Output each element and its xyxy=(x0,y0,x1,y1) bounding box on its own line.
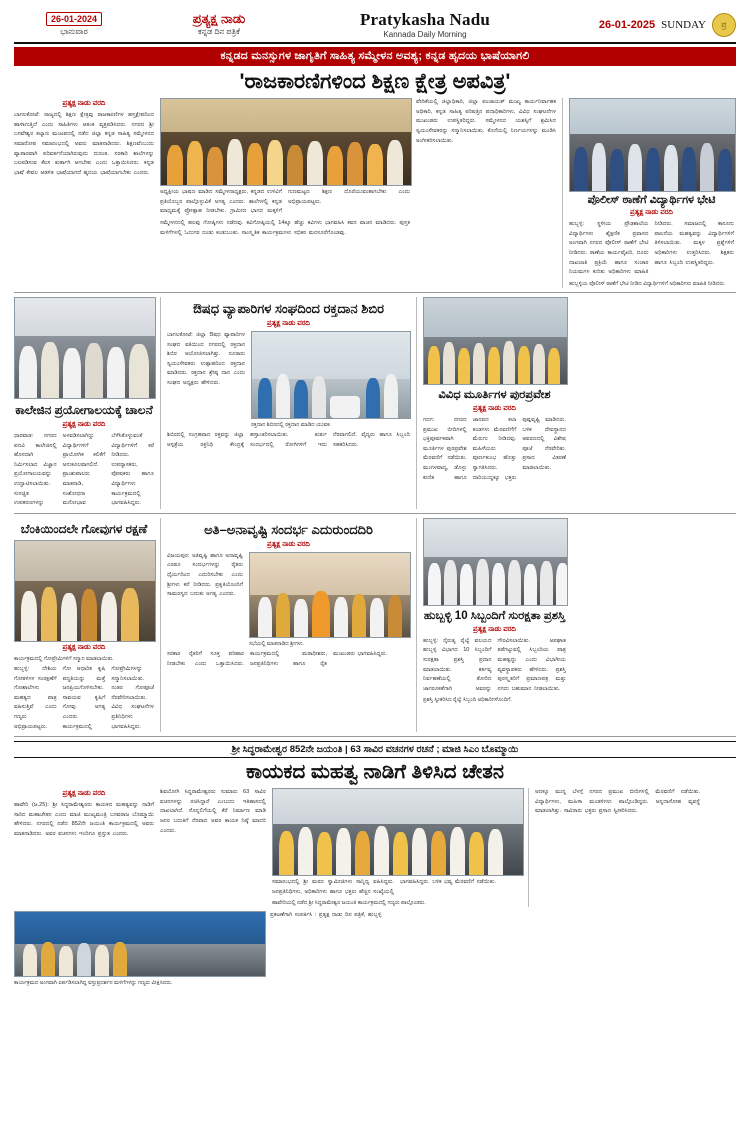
bottom-col-1 xyxy=(14,788,154,907)
top-banner-strip: ಕನ್ನಡದ ಮನಸ್ಸುಗಳ ಜಾಗೃತಿಗೆ ಸಾಹಿತ್ಯ ಸಮ್ಮೇಳನ ಅವಶ್ಯ; ಕನ್ನಡ ಹೃದಯ ಭಾಷೆಯಾಗಲಿ xyxy=(14,47,736,66)
bottom-text-3: ಸಮಾರಂಭದಲ್ಲಿ ಶ್ರೀ ಮಠದ ಸ್ವಾಮೀಜಿಗಳು ಸಾನ್ನಿಧ್ಯ ವಹಿಸಿದ್ದರು. ಜನಪ್ರತಿನಿಧಿಗಳು, ಅಧಿಕಾರಿಗಳು ಹಾಗೂ ಭಕ್ತರು ಹೆಚ್ಚಿನ ಸಂಖ್ಯೆಯಲ್ಲಿ ಭಾಗವಹಿಸಿದ್ದರು. ಬಳಿಕ ಭವ್ಯ ಮೆರವಣಿಗೆ ನಡೆಯಿತು. xyxy=(272,879,496,895)
cows-byline: ಪ್ರತ್ಯಕ್ಷ ನಾಡು ವರದಿ xyxy=(62,643,106,651)
lead-col-1 xyxy=(14,98,154,288)
bottom-text-2: ಶಿವಯೋಗಿ ಸಿದ್ಧರಾಮೇಶ್ವರರು ಸುಮಾರು 63 ಸಾವಿರ ವಚನಗಳನ್ನು ರಚಿಸಿದ್ದಾರೆ ಎಂಬುದು ಇತಿಹಾಸದಲ್ಲಿ ದಾಖಲಾಗಿದೆ. ಸೊನ್ನಲಿಗೆಯಲ್ಲಿ ಕೆರೆ ನಿರ್ಮಾಣ ಮಾಡಿ ಜನರ ಬದುಕಿಗೆ ನೆರವಾದ ಅವರ ಕಾಯಕ ನಿಷ್ಠೆ ಮಾದರಿ ಎಂದರು. xyxy=(160,789,266,834)
annavashti-text-right: ಸರಕಾರ ರೈತರಿಗೆ ಸೂಕ್ತ ಪರಿಹಾರ ನೀಡಬೇಕು ಎಂದು ಒತ್ತಾಯಿಸಿದರು. ಕಾರ್ಯಕ್ರಮದಲ್ಲಿ ಮಠಾಧೀಶರು, ಜನಪ್ರತಿನಿಧಿಗಳು ಹಾಗೂ ರೈತ ಮುಖಂಡರು ಭಾಗವಹಿಸಿದ್ದರು. xyxy=(167,650,388,667)
lead-col-2 xyxy=(160,98,410,288)
logo-line-2: ಕನ್ನಡ ದಿನ ಪತ್ರಿಕೆ xyxy=(198,27,240,37)
annavashti-byline: ಪ್ರತ್ಯಕ್ಷ ನಾಡು ವರದಿ xyxy=(267,540,310,548)
bottom-expo-block xyxy=(14,911,264,987)
police-title: ಪೊಲೀಸ್ ಠಾಣೆಗೆ ವಿದ್ಯಾರ್ಥಿಗಳ ಭೇಟಿ xyxy=(587,194,716,207)
cows-caption: ಕಾರ್ಯಕ್ರಮದಲ್ಲಿ ಗೋಪ್ರೇಮಿಗಳಿಗೆ ಸನ್ಮಾನ ಮಾಡಲಾಯಿತು. xyxy=(14,655,114,662)
safety-story xyxy=(416,518,566,732)
masthead-title-en xyxy=(304,10,546,39)
safety-caption: ಪ್ರಶಸ್ತಿ ಸ್ವೀಕರಿಸಿದ ರೈಲ್ವೆ ಸಿಬ್ಬಂದಿ ಅಧಿಕಾರಿಗಳೊಂದಿಗೆ. xyxy=(423,697,512,704)
annavashti-caption: ಸಭೆಯಲ್ಲಿ ಮಾತನಾಡಿದ ಶ್ರೀಗಳು. xyxy=(249,640,304,647)
row-lower xyxy=(14,518,736,732)
police-photo xyxy=(569,98,736,192)
police-story xyxy=(562,98,734,288)
masthead-right xyxy=(546,13,736,37)
lead-col-3 xyxy=(416,98,556,288)
lead-text-2: ಅಧ್ಯಕ್ಷೀಯ ಭಾಷಣ ಮಾಡಿದ ಸಮ್ಮೇಳನಾಧ್ಯಕ್ಷರು, ಕನ್ನಡದ ಉಳಿವಿಗೆ ಪ್ರತಿಯೊಬ್ಬರ ಪಾಲ್ಗೊಳ್ಳುವಿಕೆ ಅಗತ್ಯ ಎಂದರು. ಶಾಲೆಗಳಲ್ಲಿ ಕನ್ನಡ ಮಾಧ್ಯಮಕ್ಕೆ ಪ್ರೋತ್ಸಾಹ ನೀಡಬೇಕು. ಗ್ರಾಮೀಣ ಭಾಗದ ಮಕ್ಕಳಿಗೆ ಗುಣಮಟ್ಟದ ಶಿಕ್ಷಣ ದೊರೆಯುವಂತಾಗಬೇಕು ಎಂದು ಅಭಿಪ್ರಾಯಪಟ್ಟರು. xyxy=(160,189,410,215)
idols-title: ವಿವಿಧ ಮೂರ್ತಿಗಳ ಪುರಪ್ರವೇಶ xyxy=(438,388,551,401)
police-byline: ಪ್ರತ್ಯಕ್ಷ ನಾಡು ವರದಿ xyxy=(630,209,673,217)
bottom-kicker: ಶ್ರೀ ಸಿದ್ಧರಾಮೇಶ್ವರ 852ನೇ ಜಯಂತಿ | 63 ಸಾವಿರ ವಚನಗಳ ರಚನೆ ; ಮಾಜಿ ಸಿಎಂ ಬೊಮ್ಮಾಯಿ xyxy=(14,741,736,758)
bottom-photo-expo xyxy=(14,911,266,977)
lead-byline: ಪ್ರತ್ಯಕ್ಷ ನಾಡು ವರದಿ xyxy=(62,100,106,108)
row-middle xyxy=(14,297,736,509)
lead-text-3: ಸಮ್ಮೇಳನದಲ್ಲಿ ಹಲವು ಗೋಷ್ಠಿಗಳು ನಡೆದವು. ಕವಿಗೋಷ್ಠಿಯಲ್ಲಿ 14ಕ್ಕೂ ಹೆಚ್ಚು ಕವಿಗಳು ಭಾಗವಹಿಸಿ ಕವನ ವಾಚನ ಮಾಡಿದರು. ಪುಸ್ತಕ ಮಳಿಗೆಗಳಲ್ಲಿ ಓದುಗರ ದಂಡು ಕಂಡುಬಂತು. ಸಾಂಸ್ಕೃತಿಕ ಕಾರ್ಯಕ್ರಮಗಳು ಸಭಿಕರ ಮನಸೂರೆಗೊಂಡವು. xyxy=(160,219,410,236)
bottom-caption-center: ಹಾವೇರಿಯಲ್ಲಿ ನಡೆದ ಶ್ರೀ ಸಿದ್ಧರಾಮೇಶ್ವರ ಜಯಂತಿ ಕಾರ್ಯಕ್ರಮದಲ್ಲಿ ಗಣ್ಯರು ಪಾಲ್ಗೊಂಡರು. xyxy=(272,900,426,907)
row-bottom xyxy=(14,788,736,907)
annavashti-story xyxy=(160,518,410,732)
college-photo xyxy=(14,297,156,399)
cows-title: ಬೆಂಕಿಯಿಂದಲೇ ಗೋವುಗಳ ರಕ್ಷಣೆ xyxy=(20,521,148,536)
bottom-col-4 xyxy=(528,788,700,907)
masthead-date-block xyxy=(14,12,134,37)
bottom-footer-block xyxy=(270,911,736,987)
college-story xyxy=(14,297,154,509)
bottom-headline: ಕಾಯಕದ ಮಹತ್ವ ನಾಡಿಗೆ ತಿಳಿಸಿದ ಚೇತನ xyxy=(245,761,505,784)
bottom-footer-note: ಪ್ರಕಟಣೆಗಾಗಿ ಸಂಪರ್ಕಿಸಿ : ಪ್ರತ್ಯಕ್ಷ ನಾಡು ದಿನ ಪತ್ರಿಕೆ, ಹುಬ್ಬಳ್ಳಿ xyxy=(270,912,382,919)
safety-photo xyxy=(423,518,568,606)
bottom-byline: ಪ್ರತ್ಯಕ್ಷ ನಾಡು ವರದಿ xyxy=(62,790,106,798)
college-text: ಧಾರವಾಡ: ನಗರದ ಪದವಿ ಕಾಲೇಜಿನಲ್ಲಿ ಹೊಸದಾಗಿ ನಿರ್ಮಿಸಲಾದ ವಿಜ್ಞಾನ ಪ್ರಯೋಗಾಲಯವನ್ನು ಉದ್ಘಾಟಿಸಲಾಯಿತು. ಸುಸಜ್ಜಿತ ಉಪಕರಣಗಳನ್ನು ಅಳವಡಿಸಲಾಗಿದ್ದು ವಿದ್ಯಾರ್ಥಿಗಳಿಗೆ ಪ್ರಾಯೋಗಿಕ ಕಲಿಕೆಗೆ ಅನುಕೂಲವಾಗಲಿದೆ. ಪ್ರಾಂಶುಪಾಲರು ಮಾತನಾಡಿ, ಸಂಶೋಧನಾ ಮನೋಭಾವ ಬೆಳೆಸಿಕೊಳ್ಳುವಂತೆ ವಿದ್ಯಾರ್ಥಿಗಳಿಗೆ ಕರೆ ನೀಡಿದರು. ಉಪನ್ಯಾಸಕರು, ಪೋಷಕರು ಹಾಗೂ ವಿದ್ಯಾರ್ಥಿಗಳು ಕಾರ್ಯಕ್ರಮದಲ್ಲಿ ಭಾಗವಹಿಸಿದ್ದರು. xyxy=(14,432,154,507)
idols-story xyxy=(416,297,566,509)
blood-story xyxy=(160,297,410,509)
masthead-logo-kn xyxy=(134,12,304,36)
college-title: ಕಾಲೇಜಿನ ಪ್ರಯೋಗಾಲಯಕ್ಕೆ ಚಾಲನೆ xyxy=(15,402,153,417)
cows-photo xyxy=(14,540,156,642)
blood-text-right: ಶಿಬಿರದಲ್ಲಿ ಸಂಗ್ರಹವಾದ ರಕ್ತವನ್ನು ಜಿಲ್ಲಾ ಆಸ್ಪತ್ರೆಯ ರಕ್ತನಿಧಿ ಕೇಂದ್ರಕ್ಕೆ ಹಸ್ತಾಂತರಿಸಲಾಯಿತು. ತುರ್ತು ಸಂದರ್ಭದಲ್ಲಿ ರೋಗಿಗಳಿಗೆ ಇದು ನೆರವಾಗಲಿದೆ. ವೈದ್ಯರು ಹಾಗೂ ಸಿಬ್ಬಂದಿ ಸಹಕರಿಸಿದರು. xyxy=(167,432,410,448)
lead-photo xyxy=(160,98,412,186)
bottom-photo-col xyxy=(272,788,522,907)
masthead-date-badge: 26-01-2024 xyxy=(46,12,102,26)
blood-photo xyxy=(251,331,411,419)
idols-text: ಗದಗ: ನಗರದ ಪ್ರಮುಖ ಬೀದಿಗಳಲ್ಲಿ ಭಕ್ತಿಪೂರ್ವಕವಾಗಿ ಮೂರ್ತಿಗಳ ಪುರಪ್ರವೇಶ ಮೆರವಣಿಗೆ ನಡೆಯಿತು. ಮಂಗಳವಾದ್ಯ, ಡೊಳ್ಳು ಕುಣಿತ ಹಾಗೂ ಜಾನಪದ ಕಲಾ ತಂಡಗಳು ಮೆರವಣಿಗೆಗೆ ಮೆರುಗು ನೀಡಿದವು. ಮಹಿಳೆಯರು ಪೂರ್ಣಕುಂಭ ಹೊತ್ತು ಸ್ವಾಗತಿಸಿದರು. ದಾರಿಯುದ್ದಕ್ಕೂ ಭಕ್ತರು ಪುಷ್ಪವೃಷ್ಟಿ ಮಾಡಿದರು. ಬಳಿಕ ದೇವಸ್ಥಾನದ ಆವರಣದಲ್ಲಿ ವಿಶೇಷ ಪೂಜೆ ನೆರವೇರಿತು. ಪ್ರಸಾದ ವಿತರಣೆ ಮಾಡಲಾಯಿತು. xyxy=(423,416,566,481)
bottom-caption-left: ಕಾರ್ಯಕ್ರಮದ ಅಂಗವಾಗಿ ಏರ್ಪಡಿಸಲಾಗಿದ್ದ ವಸ್ತುಪ್ರದರ್ಶನ ಮಳಿಗೆಗಳನ್ನು ಗಣ್ಯರು ವೀಕ್ಷಿಸಿದರು. xyxy=(14,980,173,987)
row-lead xyxy=(14,98,736,288)
blood-byline: ಪ್ರತ್ಯಕ್ಷ ನಾಡು ವರದಿ xyxy=(267,319,310,327)
lead-text-1: ಬಾಗಲಕೋಟೆ: ರಾಜ್ಯದಲ್ಲಿ ಶಿಕ್ಷಣ ಕ್ಷೇತ್ರವು ರಾಜಕಾರಣಿಗಳ ಹಸ್ತಕ್ಷೇಪದಿಂದ ಹಾಳಾಗುತ್ತಿದೆ ಎಂದು ಸಾಹಿತಿಗಳು ಆತಂಕ ವ್ಯಕ್ತಪಡಿಸಿದರು. ನಗರದ ಶ್ರೀ ಬಸವೇಶ್ವರ ಕಲ್ಯಾಣ ಮಂಟಪದಲ್ಲಿ ನಡೆದ ಜಿಲ್ಲಾ ಕನ್ನಡ ಸಾಹಿತ್ಯ ಸಮ್ಮೇಳನದ ಸಮಾರೋಪ ಸಮಾರಂಭದಲ್ಲಿ ಅವರು ಮಾತನಾಡಿದರು. ಶಿಕ್ಷಣವೆಂಬುದು ವ್ಯಾಪಾರವಾಗಿ ಪರಿವರ್ತನೆಯಾಗಿರುವುದು ದುರಂತ. ಸರಕಾರಿ ಶಾಲೆಗಳನ್ನು ಬಲಪಡಿಸುವ ಕೆಲಸ ತುರ್ತಾಗಿ ಆಗಬೇಕು ಎಂದು ಒತ್ತಾಯಿಸಿದರು. ಕನ್ನಡ ಭಾಷೆ ಕೇವಲ ಆಡಳಿತ ಭಾಷೆಯಾಗದೆ ಹೃದಯ ಭಾಷೆಯಾಗಬೇಕು ಎಂದರು. xyxy=(14,112,154,176)
paper-title: Pratykasha Nadu xyxy=(359,10,491,29)
lead-headline: 'ರಾಜಕಾರಣಿಗಳಿಂದ ಶಿಕ್ಷಣ ಕ್ಷೇತ್ರ ಅಪವಿತ್ರ' xyxy=(239,70,511,93)
safety-title: ಹುಬ್ಬಳ್ಳಿ 10 ಸಿಬ್ಬಂದಿಗೆ ಸುರಕ್ಷತಾ ಪ್ರಶಸ್ತಿ xyxy=(423,609,566,622)
bottom-text-4: ಅದಕ್ಕೂ ಮುನ್ನ ಬೆಳಗ್ಗೆ ನಗರದ ಪ್ರಮುಖ ಬೀದಿಗಳಲ್ಲಿ ಮೆರವಣಿಗೆ ನಡೆಯಿತು. ವಿದ್ಯಾರ್ಥಿಗಳು, ಮಹಿಳಾ ಮಂಡಳಿಗಳು ಪಾಲ್ಗೊಂಡಿದ್ದರು. ಅನ್ನದಾಸೋಹ ವ್ಯವಸ್ಥೆ ಮಾಡಲಾಗಿತ್ತು. ಸಾವಿರಾರು ಭಕ್ತರು ಪ್ರಸಾದ ಸ್ವೀಕರಿಸಿದರು. xyxy=(535,789,700,815)
safety-text: ಹುಬ್ಬಳ್ಳಿ: ನೈರುತ್ಯ ರೈಲ್ವೆ ವಲಯದ ಹುಬ್ಬಳ್ಳಿ ವಿಭಾಗದ 10 ಸಿಬ್ಬಂದಿಗೆ ಸುರಕ್ಷತಾ ಪ್ರಶಸ್ತಿ ಪ್ರದಾನ ಮಾಡಲಾಯಿತು. ಕರ್ತವ್ಯ ನಿರ್ವಹಣೆಯಲ್ಲಿ ತೋರಿದ ಜಾಗರೂಕತೆಗಾಗಿ ಅವರನ್ನು ಗೌರವಿಸಲಾಯಿತು. ಅಪಘಾತ ತಡೆಗಟ್ಟುವಲ್ಲಿ ಸಿಬ್ಬಂದಿಯ ಪಾತ್ರ ಮಹತ್ವದ್ದು ಎಂದು ವಿಭಾಗೀಯ ವ್ಯವಸ್ಥಾಪಕರು ಹೇಳಿದರು. ಪ್ರಶಸ್ತಿ ಪುರಸ್ಕೃತರಿಗೆ ಪ್ರಮಾಣಪತ್ರ ಮತ್ತು ನಗದು ಬಹುಮಾನ ನೀಡಲಾಯಿತು. xyxy=(423,637,566,692)
police-caption: ಹುಬ್ಬಳ್ಳಿಯ ಪೊಲೀಸ್ ಠಾಣೆಗೆ ಭೇಟಿ ನೀಡಿದ ವಿದ್ಯಾರ್ಥಿಗಳಿಗೆ ಅಧಿಕಾರಿಗಳು ಮಾಹಿತಿ ನೀಡಿದರು. xyxy=(569,280,726,287)
bottom-photo-main xyxy=(272,788,524,876)
row-bottom-photos xyxy=(14,911,736,987)
masthead-weekday-en: SUNDAY xyxy=(661,18,706,31)
logo-line-1: ಪ್ರತ್ಯಕ್ಷ ನಾಡು xyxy=(192,11,246,27)
bottom-text-1: ಹಾವೇರಿ (ಜ.25): ಶ್ರೀ ಸಿದ್ಧರಾಮೇಶ್ವರರು ಕಾಯಕದ ಮಹತ್ವವನ್ನು ನಾಡಿಗೆ ಸಾರಿದ ಮಹಾಚೇತನ ಎಂದು ಮಾಜಿ ಮುಖ್ಯಮಂತ್ರಿ ಬಸವರಾಜ ಬೊಮ್ಮಾಯಿ ಹೇಳಿದರು. ನಗರದಲ್ಲಿ ನಡೆದ 852ನೇ ಜಯಂತಿ ಕಾರ್ಯಕ್ರಮದಲ್ಲಿ ಅವರು ಮಾತನಾಡಿದರು. ಅವರ ವಚನಗಳು ಇಂದಿಗೂ ಪ್ರಸ್ತುತ ಎಂದರು. xyxy=(14,802,154,837)
police-text: ಹುಬ್ಬಳ್ಳಿ: ಸ್ಥಳೀಯ ಪ್ರೌಢಶಾಲೆಯ ವಿದ್ಯಾರ್ಥಿಗಳು ಶೈಕ್ಷಣಿಕ ಪ್ರವಾಸದ ಅಂಗವಾಗಿ ನಗರದ ಪೊಲೀಸ್ ಠಾಣೆಗೆ ಭೇಟಿ ನೀಡಿದರು. ಠಾಣೆಯ ಕಾರ್ಯವೈಖರಿ, ದೂರು ದಾಖಲಾತಿ ಪ್ರಕ್ರಿಯೆ ಹಾಗೂ ಸಂಚಾರ ನಿಯಮಗಳ ಕುರಿತು ಅಧಿಕಾರಿಗಳು ಮಾಹಿತಿ ನೀಡಿದರು. ಸಮಾಜದಲ್ಲಿ ಕಾನೂನು ಪಾಲನೆಯ ಮಹತ್ವವನ್ನು ವಿದ್ಯಾರ್ಥಿಗಳಿಗೆ ತಿಳಿಸಲಾಯಿತು. ಮಕ್ಕಳ ಪ್ರಶ್ನೆಗಳಿಗೆ ಅಧಿಕಾರಿಗಳು ಉತ್ತರಿಸಿದರು. ಶಿಕ್ಷಕರು ಹಾಗೂ ಸಿಬ್ಬಂದಿ ಉಪಸ್ಥಿತರಿದ್ದರು. xyxy=(569,221,734,276)
masthead-weekday-kn: ಭಾನುವಾರ xyxy=(60,27,88,36)
blood-title: ಔಷಧ ವ್ಯಾಪಾರಿಗಳ ಸಂಘದಿಂದ ರಕ್ತದಾನ ಶಿಬಿರ xyxy=(193,300,384,316)
seal-icon: ಪ್ರ xyxy=(712,13,736,37)
masthead xyxy=(14,10,736,44)
annavashti-text-left: ವಿಜಯಪುರ: ಅತಿವೃಷ್ಟಿ ಹಾಗೂ ಅನಾವೃಷ್ಟಿ ಎರಡೂ ಸಂದರ್ಭಗಳನ್ನು ರೈತರು ಧೈರ್ಯದಿಂದ ಎದುರಿಸಬೇಕು ಎಂದು ಶ್ರೀಗಳು ಕರೆ ನೀಡಿದರು. ಪ್ರಕೃತಿಯೊಂದಿಗೆ ಸಾಮರಸ್ಯದ ಬದುಕು ಅಗತ್ಯ ಎಂದರು. xyxy=(167,552,243,598)
annavashti-photo xyxy=(249,552,411,638)
safety-byline: ಪ್ರತ್ಯಕ್ಷ ನಾಡು ವರದಿ xyxy=(473,625,516,633)
annavashti-title: ಅತಿ–ಅನಾವೃಷ್ಟಿ ಸಂದರ್ಭ ಎದುರುಂದದಿರಿ xyxy=(204,521,373,537)
idols-byline: ಪ್ರತ್ಯಕ್ಷ ನಾಡು ವರದಿ xyxy=(473,404,516,412)
blood-text-left: ಬಾಗಲಕೋಟೆ: ಜಿಲ್ಲಾ ಔಷಧ ವ್ಯಾಪಾರಿಗಳ ಸಂಘದ ವತಿಯಿಂದ ನಗರದಲ್ಲಿ ರಕ್ತದಾನ ಶಿಬಿರ ಆಯೋಜಿಸಲಾಗಿತ್ತು. ನೂರಾರು ಸ್ವಯಂಸೇವಕರು ಉತ್ಸಾಹದಿಂದ ರಕ್ತದಾನ ಮಾಡಿದರು. ರಕ್ತದಾನ ಶ್ರೇಷ್ಠ ದಾನ ಎಂದು ಸಂಘದ ಅಧ್ಯಕ್ಷರು ಹೇಳಿದರು. xyxy=(167,331,245,386)
cows-story xyxy=(14,518,154,732)
college-byline: ಪ್ರತ್ಯಕ್ಷ ನಾಡು ವರದಿ xyxy=(62,420,106,428)
bottom-col-2 xyxy=(160,788,266,907)
idols-photo xyxy=(423,297,568,385)
cows-text: ಹುಬ್ಬಳ್ಳಿ: ದೇಶಿಯ ಗೋತಳಿಗಳ ಸಂರಕ್ಷಣೆಗೆ ಗೋಶಾಲೆಗಳು ಮಹತ್ವದ ಪಾತ್ರ ವಹಿಸುತ್ತಿವೆ ಎಂದು ಗಣ್ಯರು ಅಭಿಪ್ರಾಯಪಟ್ಟರು. ಗೋ ಆಧಾರಿತ ಕೃಷಿ ಪದ್ಧತಿಯನ್ನು ಮತ್ತೆ ಜನಪ್ರಿಯಗೊಳಿಸಬೇಕು. ಸಾವಯವ ಕೃಷಿಗೆ ಗೋವು ಅಗತ್ಯ ಎಂದರು. ಕಾರ್ಯಕ್ರಮದಲ್ಲಿ ಗೋಪ್ರೇಮಿಗಳನ್ನು ಸನ್ಮಾನಿಸಲಾಯಿತು. ನಂತರ ಗೋಪೂಜೆ ನೆರವೇರಿಸಲಾಯಿತು. ವಿವಿಧ ಸಂಘಟನೆಗಳ ಪ್ರತಿನಿಧಿಗಳು ಭಾಗವಹಿಸಿದ್ದರು. xyxy=(14,665,154,730)
blood-caption: ರಕ್ತದಾನ ಶಿಬಿರದಲ್ಲಿ ರಕ್ತದಾನ ಮಾಡಿದ ಯುವಕ. xyxy=(251,421,331,428)
lead-text-4: ವೇದಿಕೆಯಲ್ಲಿ ಜಿಲ್ಲಾಧಿಕಾರಿ, ಜಿಲ್ಲಾ ಪಂಚಾಯತ್ ಮುಖ್ಯ ಕಾರ್ಯನಿರ್ವಾಹಕ ಅಧಿಕಾರಿ, ಕನ್ನಡ ಸಾಹಿತ್ಯ ಪರಿಷತ್ತಿನ ಪದಾಧಿಕಾರಿಗಳು, ವಿವಿಧ ಸಂಘಟನೆಗಳ ಮುಖಂಡರು ಉಪಸ್ಥಿತರಿದ್ದರು. ಸಮ್ಮೇಳನದ ಯಶಸ್ಸಿಗೆ ಶ್ರಮಿಸಿದ ಸ್ವಯಂಸೇವಕರನ್ನು ಸನ್ಮಾನಿಸಲಾಯಿತು. ಕೊನೆಯಲ್ಲಿ ನಿರ್ಣಯಗಳನ್ನು ಮಂಡಿಸಿ ಅಂಗೀಕರಿಸಲಾಯಿತು. xyxy=(416,99,556,144)
paper-subtitle: Kannada Daily Morning xyxy=(383,30,467,39)
masthead-date-right: 26-01-2025 xyxy=(598,18,656,31)
